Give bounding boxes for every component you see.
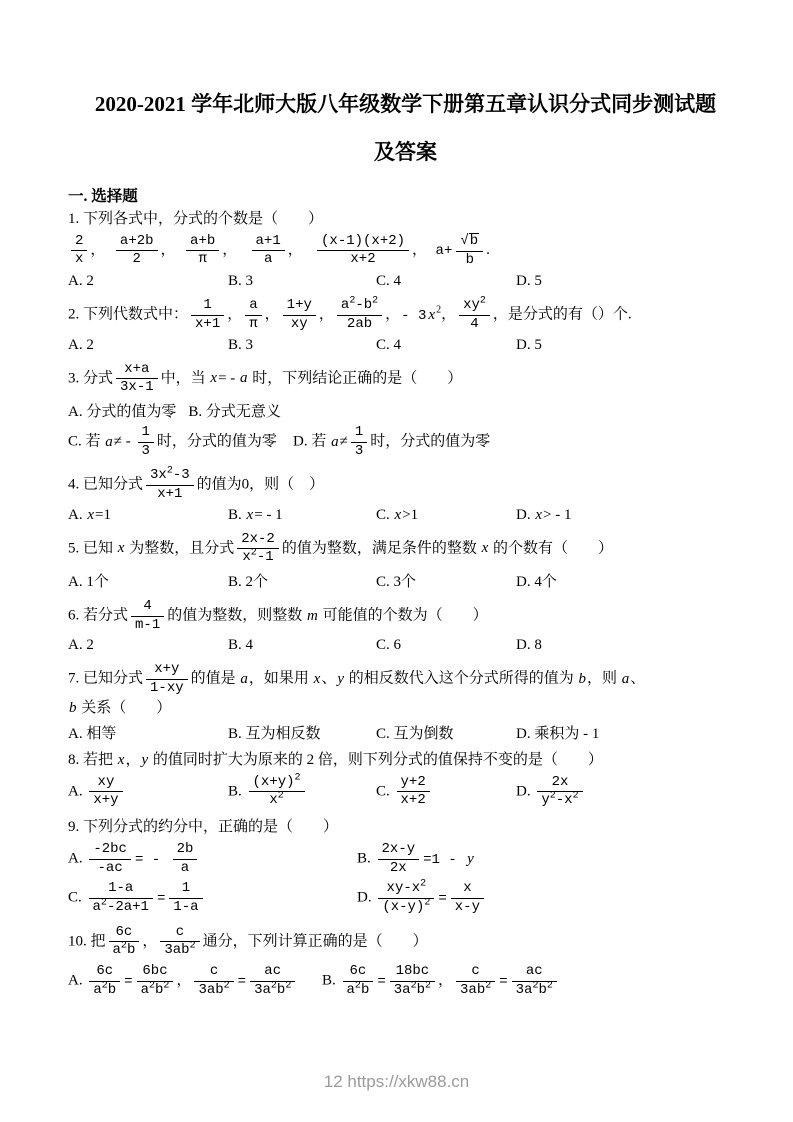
question-5-option-c: C. 3个 bbox=[376, 574, 417, 591]
question-4-stem: 4. 已知分式 $\frac{3x^2-3}{x+1}$ 的值为0，则（ ） bbox=[68, 465, 325, 503]
question-3-stem: 3. 分式 $\frac{x+a}{3x-1}$ 中，当 x= - a 时，下列结论正确的是（ ） bbox=[68, 360, 463, 396]
question-3-options-row2 bbox=[68, 424, 743, 460]
question-8-option-b: B. $\frac{(x+y)^2}{x^2}$ bbox=[228, 774, 376, 810]
question-6-options bbox=[68, 637, 743, 654]
question-2-options bbox=[68, 337, 743, 354]
question-6-stem: 6. 若分式 $\frac{4}{m-1}$ 的值为整数，则整数 m 可能值的个数为（ ） bbox=[68, 598, 488, 633]
question-7-option-d: D. 乘积为 - 1 bbox=[516, 725, 600, 742]
question-3-option-a: A. 分式的值为零 bbox=[68, 404, 177, 421]
question-7-option-c: C. 互为倒数 bbox=[376, 725, 454, 742]
question-5-option-b: B. 2个 bbox=[228, 574, 269, 591]
question-2-option-a: A. 2 bbox=[68, 336, 94, 353]
question-6-option-c: C. 6 bbox=[376, 637, 402, 654]
question-7-option-b: B. 互为相反数 bbox=[228, 725, 321, 742]
question-1-option-c: C. 4 bbox=[376, 273, 402, 290]
question-1-options bbox=[68, 273, 743, 290]
question-9-options-row2 bbox=[68, 880, 743, 916]
question-9 bbox=[68, 817, 743, 917]
document-title-line2: 及答案 bbox=[374, 140, 437, 164]
question-5-option-d: D. 4个 bbox=[516, 574, 557, 591]
question-10-option-a: A. $\frac{6c}{a^2b}$ = $\frac{6bc}{a^2b^2}$ ， $\frac{c}{3ab^2}$ = $\frac{ac}{3a^2b^2}$ bbox=[68, 963, 322, 999]
page-footer-url: 12 https://xkw88.cn bbox=[323, 1072, 470, 1091]
question-6 bbox=[68, 598, 743, 654]
question-4-options bbox=[68, 507, 743, 524]
question-4-option-c: C. x>1 bbox=[376, 506, 419, 523]
document-title-line1: 2020-2021 学年北师大版八年级数学下册第五章认识分式同步测试题 bbox=[94, 92, 717, 116]
question-2 bbox=[68, 297, 743, 353]
question-8 bbox=[68, 750, 743, 810]
question-2-option-c: C. 4 bbox=[376, 336, 402, 353]
question-4-option-a: A. x=1 bbox=[68, 506, 111, 523]
question-9-options-row1 bbox=[68, 841, 743, 877]
question-5-stem: 5. 已知 x 为整数，且分式 $\frac{2x-2}{x^2-1}$ 的值为整数，满足条件的整数 x 的个数有（ ） bbox=[68, 530, 614, 566]
question-4 bbox=[68, 467, 743, 523]
question-10-options bbox=[68, 963, 743, 999]
question-6-option-d: D. 8 bbox=[516, 637, 542, 654]
question-8-option-a: A. $\frac{xy}{x+y}$ bbox=[68, 774, 228, 810]
question-10-option-b: B. $\frac{6c}{a^2b}$ = $\frac{18bc}{3a^2b^2}$ ， $\frac{c}{3ab^2}$ = $\frac{ac}{3a^2b^2}$ bbox=[322, 963, 560, 999]
question-3 bbox=[68, 361, 743, 461]
question-5-options bbox=[68, 570, 743, 591]
question-8-option-c: C. $\frac{y+2}{x+2}$ bbox=[376, 774, 516, 810]
question-1-expressions: $\frac{2}{x}$ ， $\frac{a+2b}{2}$ ， $\frac{a+b}{\pi}$ ， $\frac{a+1}{a}$ ， $\frac{(x-1)(x+2)}{x+2}$ ， a+ $\frac{√b}{b}$ . bbox=[68, 232, 743, 269]
question-6-option-b: B. 4 bbox=[228, 637, 254, 654]
question-3-option-c: C. 若 a≠ - $\frac{1}{3}$ 时，分式的值为零 bbox=[68, 424, 277, 459]
question-4-option-d: D. x> - 1 bbox=[516, 506, 572, 523]
question-1 bbox=[68, 209, 743, 290]
question-1-option-b: B. 3 bbox=[228, 273, 254, 290]
question-3-option-b: B. 分式无意义 bbox=[188, 404, 281, 421]
question-7-options bbox=[68, 722, 743, 743]
question-9-option-c: C. $\frac{1-a}{a^2-2a+1}$ = $\frac{1}{1-a}$ bbox=[68, 880, 357, 916]
question-1-stem: 1. 下列各式中，分式的个数是（ ） bbox=[68, 211, 324, 227]
question-3-option-d: D. 若 a≠ $\frac{1}{3}$ 时，分式的值为零 bbox=[293, 424, 491, 459]
question-8-option-d: D. $\frac{2x}{y^2-x^2}$ bbox=[516, 774, 586, 810]
question-9-option-b: B. $\frac{2x-y}{2x}$ =1 - y bbox=[357, 841, 474, 876]
question-7-stem: 7. 已知分式 $\frac{x+y}{1-xy}$ 的值是 a，如果用 x、y 的相反数代入这个分式所得的值为 b，则 a、b 关系（ ） bbox=[68, 661, 646, 716]
question-2-stem: 2. 下列代数式中： $\frac{1}{x+1}$ ， $\frac{a}{\pi}$ ， $\frac{1+y}{xy}$ ， $\frac{a^2-b^2}{2ab}$ ，- 3 $x^2$， $\frac{xy^2}{4}$ ，是分式的有（）个. bbox=[68, 295, 632, 333]
question-10-stem: 10. 把 $\frac{6c}{a^2b}$ ， $\frac{c}{3ab^2}$ 通分，下列计算正确的是（ ） bbox=[68, 923, 428, 959]
question-2-option-d: D. 5 bbox=[516, 336, 542, 353]
question-5-option-a: A. 1个 bbox=[68, 574, 109, 591]
question-7-option-a: A. 相等 bbox=[68, 725, 117, 742]
question-3-options-row1 bbox=[68, 400, 743, 421]
question-8-options bbox=[68, 774, 743, 810]
question-9-option-a: A. $\frac{-2bc}{-ac}$ = - $\frac{2b}{a}$ bbox=[68, 841, 357, 877]
question-2-option-b: B. 3 bbox=[228, 336, 254, 353]
question-9-stem: 9. 下列分式的约分中，正确的是（ ） bbox=[68, 819, 339, 836]
question-9-option-d: D. $\frac{xy-x^2}{(x-y)^2}$ = $\frac{x}{x-y}$ bbox=[357, 880, 487, 916]
document-title bbox=[68, 88, 743, 168]
question-8-stem: 8. 若把 x，y 的值同时扩大为原来的 2 倍，则下列分式的值保持不变的是（ ） bbox=[68, 751, 603, 768]
question-6-option-a: A. 2 bbox=[68, 637, 94, 654]
question-1-option-a: A. 2 bbox=[68, 273, 94, 290]
question-4-option-b: B. x= - 1 bbox=[228, 506, 283, 523]
question-7 bbox=[68, 661, 743, 742]
question-5 bbox=[68, 531, 743, 591]
question-10 bbox=[68, 924, 743, 1000]
section-header-choice-questions: 一. 选择题 bbox=[68, 188, 138, 205]
question-1-option-d: D. 5 bbox=[516, 273, 542, 290]
